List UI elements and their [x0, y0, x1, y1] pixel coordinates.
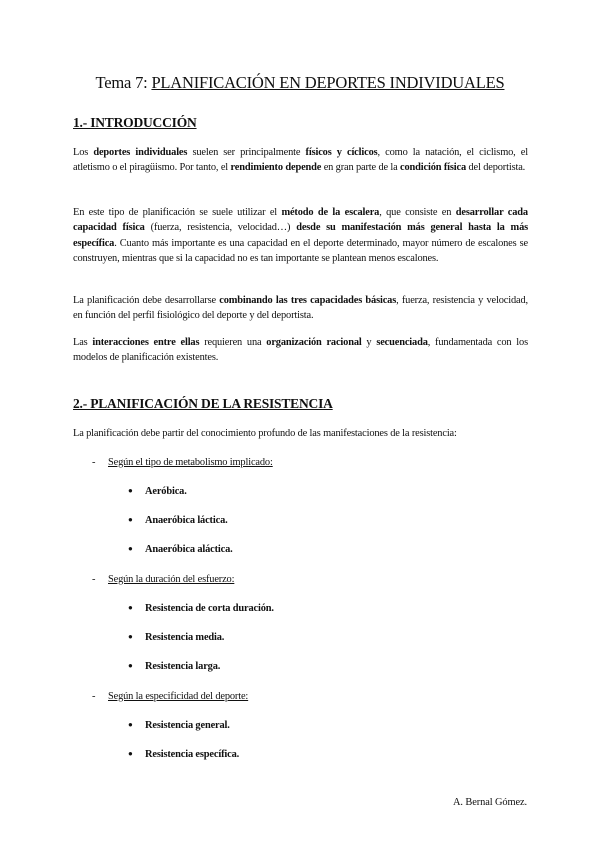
list-group-especificidad: - Según la especificidad del deporte:	[92, 691, 249, 702]
paragraph-intro-2: En este tipo de planificación se suele utilizar el método de la escalera, que consiste en desarrollar cada capacidad física (fuerza, resistencia, velocidad…) desde su manifestación más general hasta la más específica. Cuanto más importante es una capacidad en el deporte determinado, mayor número de escalones se construyen, mientras que si la capacidad no es tan importante se plantean menos escalones.	[73, 207, 529, 265]
paragraph-resistencia-intro: La planificación debe partir del conocimiento profundo de las manifestaciones de la resistencia:	[73, 428, 457, 439]
list-item: ● Aeróbica.	[128, 486, 187, 497]
paragraph-intro-3: La planificación debe desarrollarse combinando las tres capacidades básicas, fuerza, resistencia y velocidad, en función del perfil fisiológico del deporte y del deportista.	[73, 295, 528, 322]
list-item: ● Resistencia específica.	[128, 749, 240, 760]
bullet-icon: ●	[128, 749, 133, 758]
list-item: ● Resistencia de corta duración.	[128, 603, 274, 614]
dash-marker: -	[92, 457, 96, 468]
title-prefix: Tema 7:	[95, 73, 148, 92]
list-group-duracion: - Según la duración del esfuerzo:	[92, 574, 235, 585]
title-subject: PLANIFICACIÓN EN DEPORTES INDIVIDUALES	[151, 73, 505, 92]
bullet-icon: ●	[128, 632, 133, 641]
bullet-icon: ●	[128, 603, 133, 612]
list-group-metabolismo: - Según el tipo de metabolismo implicado:	[92, 457, 273, 468]
dash-marker: -	[92, 691, 96, 702]
bullet-icon: ●	[128, 515, 133, 524]
bullet-icon: ●	[128, 544, 133, 553]
section-heading-introduccion: 1.- INTRODUCCIÓN	[73, 115, 197, 130]
paragraph-intro-4: Las interacciones entre ellas requieren una organización racional y secuenciada, fundamentada con los modelos de planificación existentes.	[73, 337, 528, 364]
page-title	[0, 73, 600, 93]
bullet-icon: ●	[128, 661, 133, 670]
list-item: ● Resistencia media.	[128, 632, 225, 643]
list-item: ● Anaeróbica aláctica.	[128, 544, 233, 555]
bullet-icon: ●	[128, 486, 133, 495]
author-signature: A. Bernal Gómez.	[453, 797, 527, 808]
list-item: ● Anaeróbica láctica.	[128, 515, 228, 526]
list-item: ● Resistencia larga.	[128, 661, 221, 672]
section-heading-resistencia: 2.- PLANIFICACIÓN DE LA RESISTENCIA	[73, 396, 333, 411]
bullet-icon: ●	[128, 720, 133, 729]
list-item: ● Resistencia general.	[128, 720, 230, 731]
paragraph-intro-1: Los deportes individuales suelen ser principalmente físicos y cíclicos, como la natación, el ciclismo, el atletismo o el piragüismo. Por tanto, el rendimiento depende en gran parte de la condición física del deportista.	[73, 147, 528, 174]
dash-marker: -	[92, 574, 96, 585]
